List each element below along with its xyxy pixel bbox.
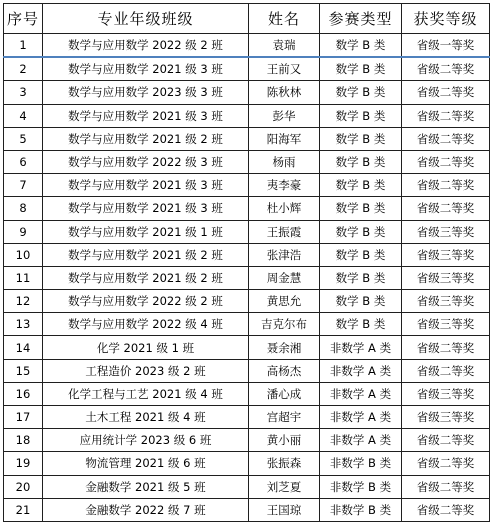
award-table	[3, 3, 490, 522]
cell-name: 杜小辉	[249, 197, 320, 220]
table-row	[4, 475, 490, 498]
cell-name: 宫超宇	[249, 406, 320, 429]
header-category: 参赛类型	[320, 4, 402, 34]
cell-class: 土木工程 2021 级 4 班	[43, 406, 249, 429]
cell-category: 数学 B 类	[320, 81, 402, 104]
cell-index: 11	[4, 266, 43, 289]
table-body	[4, 34, 490, 522]
cell-name: 吉克尔布	[249, 313, 320, 336]
table-row	[4, 406, 490, 429]
table-row	[4, 104, 490, 127]
cell-index: 17	[4, 406, 43, 429]
cell-award: 省级二等奖	[402, 498, 490, 521]
cell-class: 数学与应用数学 2021 级 3 班	[43, 174, 249, 197]
cell-award: 省级三等奖	[402, 313, 490, 336]
header-index: 序号	[4, 4, 43, 34]
cell-index: 16	[4, 382, 43, 405]
cell-index: 19	[4, 452, 43, 475]
cell-name: 陈秋林	[249, 81, 320, 104]
cell-award: 省级二等奖	[402, 127, 490, 150]
cell-category: 非数学 A 类	[320, 382, 402, 405]
table-row	[4, 266, 490, 289]
cell-index: 15	[4, 359, 43, 382]
cell-category: 非数学 A 类	[320, 429, 402, 452]
cell-class: 数学与应用数学 2021 级 2 班	[43, 127, 249, 150]
cell-class: 数学与应用数学 2022 级 4 班	[43, 313, 249, 336]
cell-name: 张振森	[249, 452, 320, 475]
cell-category: 数学 B 类	[320, 104, 402, 127]
header-row	[4, 4, 490, 34]
cell-category: 数学 B 类	[320, 243, 402, 266]
cell-name: 王前又	[249, 57, 320, 81]
cell-award: 省级二等奖	[402, 81, 490, 104]
table-row	[4, 197, 490, 220]
table-row	[4, 81, 490, 104]
cell-award: 省级二等奖	[402, 429, 490, 452]
cell-category: 数学 B 类	[320, 57, 402, 81]
table-row	[4, 429, 490, 452]
header-award: 获奖等级	[402, 4, 490, 34]
cell-award: 省级二等奖	[402, 174, 490, 197]
cell-class: 金融数学 2021 级 5 班	[43, 475, 249, 498]
cell-index: 13	[4, 313, 43, 336]
cell-award: 省级二等奖	[402, 57, 490, 81]
cell-category: 数学 B 类	[320, 313, 402, 336]
cell-class: 数学与应用数学 2021 级 2 班	[43, 243, 249, 266]
cell-award: 省级二等奖	[402, 452, 490, 475]
cell-name: 黄思允	[249, 290, 320, 313]
table-row	[4, 359, 490, 382]
cell-category: 数学 B 类	[320, 290, 402, 313]
cell-award: 省级三等奖	[402, 406, 490, 429]
cell-class: 数学与应用数学 2022 级 2 班	[43, 34, 249, 58]
cell-category: 数学 B 类	[320, 174, 402, 197]
cell-class: 应用统计学 2023 级 6 班	[43, 429, 249, 452]
cell-category: 非数学 B 类	[320, 498, 402, 521]
cell-name: 张津浩	[249, 243, 320, 266]
cell-award: 省级三等奖	[402, 382, 490, 405]
cell-index: 3	[4, 81, 43, 104]
cell-name: 黄小丽	[249, 429, 320, 452]
cell-class: 数学与应用数学 2021 级 1 班	[43, 220, 249, 243]
table-row	[4, 498, 490, 521]
cell-award: 省级二等奖	[402, 150, 490, 173]
cell-name: 袁瑞	[249, 34, 320, 58]
cell-category: 数学 B 类	[320, 150, 402, 173]
cell-index: 8	[4, 197, 43, 220]
table-row	[4, 382, 490, 405]
cell-index: 7	[4, 174, 43, 197]
cell-award: 省级一等奖	[402, 34, 490, 58]
cell-class: 工程造价 2023 级 2 班	[43, 359, 249, 382]
cell-category: 非数学 B 类	[320, 475, 402, 498]
cell-index: 14	[4, 336, 43, 359]
cell-index: 9	[4, 220, 43, 243]
cell-name: 潘心成	[249, 382, 320, 405]
cell-category: 数学 B 类	[320, 220, 402, 243]
cell-class: 数学与应用数学 2021 级 3 班	[43, 104, 249, 127]
cell-index: 12	[4, 290, 43, 313]
table-row	[4, 127, 490, 150]
cell-category: 非数学 B 类	[320, 452, 402, 475]
cell-award: 省级二等奖	[402, 104, 490, 127]
cell-award: 省级二等奖	[402, 359, 490, 382]
cell-class: 化学工程与工艺 2021 级 4 班	[43, 382, 249, 405]
cell-name: 王国琼	[249, 498, 320, 521]
table-row	[4, 57, 490, 81]
cell-award: 省级三等奖	[402, 220, 490, 243]
cell-name: 高杨杰	[249, 359, 320, 382]
cell-award: 省级二等奖	[402, 475, 490, 498]
cell-class: 数学与应用数学 2021 级 2 班	[43, 266, 249, 289]
cell-name: 彭华	[249, 104, 320, 127]
cell-class: 数学与应用数学 2022 级 2 班	[43, 290, 249, 313]
cell-award: 省级三等奖	[402, 243, 490, 266]
cell-award: 省级三等奖	[402, 290, 490, 313]
cell-class: 数学与应用数学 2023 级 3 班	[43, 81, 249, 104]
cell-category: 数学 B 类	[320, 34, 402, 58]
award-list-sheet	[3, 3, 489, 522]
cell-category: 数学 B 类	[320, 127, 402, 150]
cell-name: 刘芝夏	[249, 475, 320, 498]
cell-index: 18	[4, 429, 43, 452]
cell-name: 杨雨	[249, 150, 320, 173]
cell-name: 周金慧	[249, 266, 320, 289]
table-row	[4, 313, 490, 336]
cell-index: 10	[4, 243, 43, 266]
cell-name: 王振霞	[249, 220, 320, 243]
cell-award: 省级二等奖	[402, 336, 490, 359]
cell-name: 夷李豪	[249, 174, 320, 197]
table-row	[4, 336, 490, 359]
cell-name: 阳海军	[249, 127, 320, 150]
cell-index: 5	[4, 127, 43, 150]
table-row	[4, 290, 490, 313]
cell-class: 数学与应用数学 2022 级 3 班	[43, 150, 249, 173]
table-row	[4, 452, 490, 475]
cell-index: 21	[4, 498, 43, 521]
cell-name: 聂余湘	[249, 336, 320, 359]
cell-category: 数学 B 类	[320, 197, 402, 220]
cell-index: 1	[4, 34, 43, 58]
header-class: 专业年级班级	[43, 4, 249, 34]
header-name: 姓名	[249, 4, 320, 34]
cell-class: 金融数学 2022 级 7 班	[43, 498, 249, 521]
cell-class: 化学 2021 级 1 班	[43, 336, 249, 359]
table-row	[4, 220, 490, 243]
cell-index: 2	[4, 57, 43, 81]
cell-index: 6	[4, 150, 43, 173]
table-row	[4, 174, 490, 197]
cell-award: 省级三等奖	[402, 266, 490, 289]
cell-class: 数学与应用数学 2021 级 3 班	[43, 57, 249, 81]
cell-category: 数学 B 类	[320, 266, 402, 289]
table-row	[4, 34, 490, 58]
cell-class: 数学与应用数学 2021 级 3 班	[43, 197, 249, 220]
cell-category: 非数学 A 类	[320, 336, 402, 359]
table-row	[4, 150, 490, 173]
cell-index: 20	[4, 475, 43, 498]
cell-category: 非数学 A 类	[320, 359, 402, 382]
table-row	[4, 243, 490, 266]
cell-category: 非数学 A 类	[320, 406, 402, 429]
cell-award: 省级二等奖	[402, 197, 490, 220]
cell-index: 4	[4, 104, 43, 127]
cell-class: 物流管理 2021 级 6 班	[43, 452, 249, 475]
